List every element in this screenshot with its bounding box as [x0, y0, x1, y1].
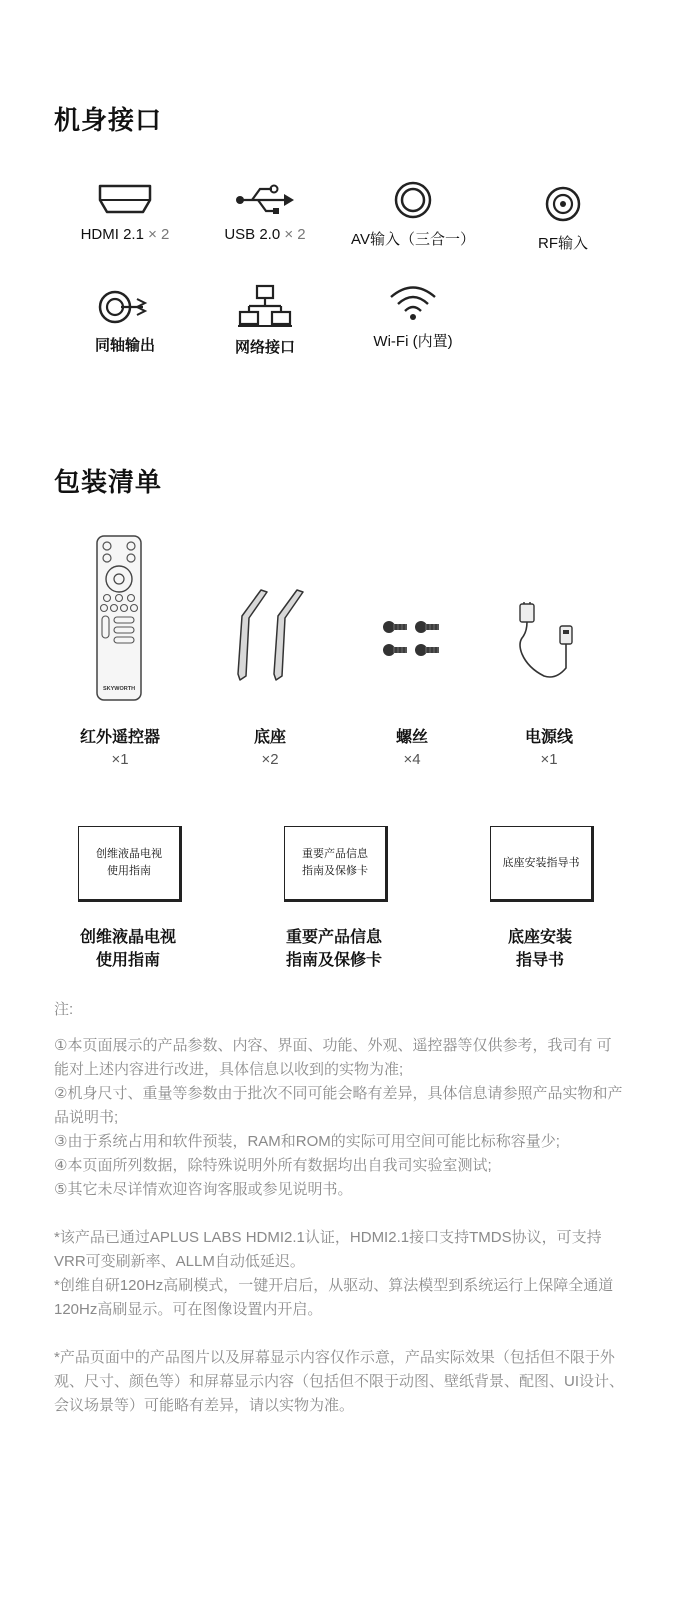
- hdmi-port-icon: [95, 182, 155, 218]
- notes-block: [54, 998, 624, 1418]
- port-label: Wi-Fi (内置): [373, 333, 453, 350]
- port-multiplier: × 2: [148, 226, 170, 243]
- caption-line: 指南及保修卡: [285, 952, 382, 969]
- package-item-remote: [45, 724, 195, 768]
- note-item: ④本页面所列数据，除特殊说明外所有数据均出自我司实验室测试;: [54, 1157, 492, 1174]
- package-item-qty: ×1: [540, 751, 558, 768]
- screws-icon: [380, 616, 444, 662]
- stand-guide-caption: [465, 926, 615, 972]
- booklet-cover-text: 创维液晶电视: [96, 848, 162, 860]
- notes-heading: 注:: [54, 1001, 74, 1018]
- package-item-qty: ×1: [111, 751, 129, 768]
- port-label: HDMI 2.1: [80, 226, 144, 243]
- port-wifi: [343, 284, 483, 351]
- certification-note: *该产品已通过APLUS LABS HDMI2.1认证，HDMI2.1接口支持TMDS协议，可支持VRR可变刷新率、ALLM自动低延迟。: [54, 1229, 602, 1270]
- power-cord-icon: [508, 602, 578, 684]
- note-item: ⑤其它未尽详情欢迎咨询客服或参见说明书。: [54, 1181, 353, 1198]
- caption-line: 重要产品信息: [285, 929, 382, 946]
- port-label: 网络接口: [234, 339, 295, 356]
- usb-icon: [234, 182, 296, 218]
- stand-legs-icon: [231, 586, 311, 686]
- package-item-name: 螺丝: [395, 729, 428, 746]
- remote-brand-logo: SKYWORTH: [102, 686, 136, 692]
- caption-line: 使用指南: [95, 952, 160, 969]
- booklet-cover-text: 底座安装指导书: [502, 856, 580, 869]
- booklet-cover-text: 使用指南: [107, 865, 151, 877]
- remote-control-icon: [94, 534, 146, 704]
- ports-section-title: 机身接口: [54, 105, 163, 135]
- caption-line: 底座安装: [507, 929, 572, 946]
- booklet-cover-text: 重要产品信息: [302, 848, 368, 860]
- port-multiplier: × 2: [284, 226, 306, 243]
- port-av: [343, 180, 483, 249]
- disclaimer-note: *产品页面中的产品图片以及屏幕显示内容仅作示意，产品实际效果（包括但不限于外观、尺寸、颜色等）和屏幕显示内容（包括但不限于动图、壁纸背景、配图、UI设计、会议场景等）可能略有差异，请以实物为准。: [54, 1349, 625, 1414]
- package-item-qty: ×4: [403, 751, 421, 768]
- package-item-name: 底座: [253, 729, 286, 746]
- rf-port-icon: [543, 184, 583, 224]
- wifi-icon: [388, 284, 438, 322]
- package-item-name: 红外遥控器: [79, 729, 160, 746]
- user-manual-booklet: [78, 826, 182, 902]
- note-item: ③由于系统占用和软件预装，RAM和ROM的实际可用空间可能比标称容量少;: [54, 1133, 560, 1150]
- coaxial-port-icon: [95, 288, 155, 326]
- caption-line: 创维液晶电视: [79, 929, 176, 946]
- av-port-icon: [393, 180, 433, 220]
- package-item-power-cord: [474, 724, 624, 768]
- package-item-stand: [195, 724, 345, 768]
- port-network: [195, 284, 335, 357]
- package-item-screws: [337, 724, 487, 768]
- port-hdmi: [55, 182, 195, 243]
- port-label: RF输入: [538, 235, 588, 252]
- refresh-rate-note: *创维自研120Hz高刷模式，一键开启后，从驱动、算法模型到系统运行上保障全通道120Hz高刷显示。可在图像设置内开启。: [54, 1277, 614, 1318]
- caption-line: 指导书: [515, 952, 564, 969]
- note-item: ②机身尺寸、重量等参数由于批次不同可能会略有差异，具体信息请参照产品实物和产品说明书;: [54, 1085, 623, 1126]
- note-item: ①本页面展示的产品参数、内容、界面、功能、外观、遥控器等仅供参考，我司有 可能对上述内容进行改进，具体信息以收到的实物为准;: [54, 1037, 612, 1078]
- user-manual-caption: [53, 926, 203, 972]
- stand-install-guide-booklet: [490, 826, 594, 902]
- warranty-caption: [259, 926, 409, 972]
- port-usb: [195, 182, 335, 243]
- package-item-name: 电源线: [524, 729, 573, 746]
- booklet-cover-text: 指南及保修卡: [302, 865, 368, 877]
- port-label: USB 2.0: [224, 226, 281, 243]
- port-label: AV输入（三合一）: [351, 231, 475, 248]
- port-label: 同轴输出: [94, 337, 155, 354]
- port-rf: [493, 184, 633, 253]
- package-item-qty: ×2: [261, 751, 279, 768]
- network-port-icon: [237, 284, 293, 328]
- warranty-booklet: [284, 826, 388, 902]
- package-section-title: 包装清单: [54, 467, 163, 497]
- port-coaxial: [55, 288, 195, 355]
